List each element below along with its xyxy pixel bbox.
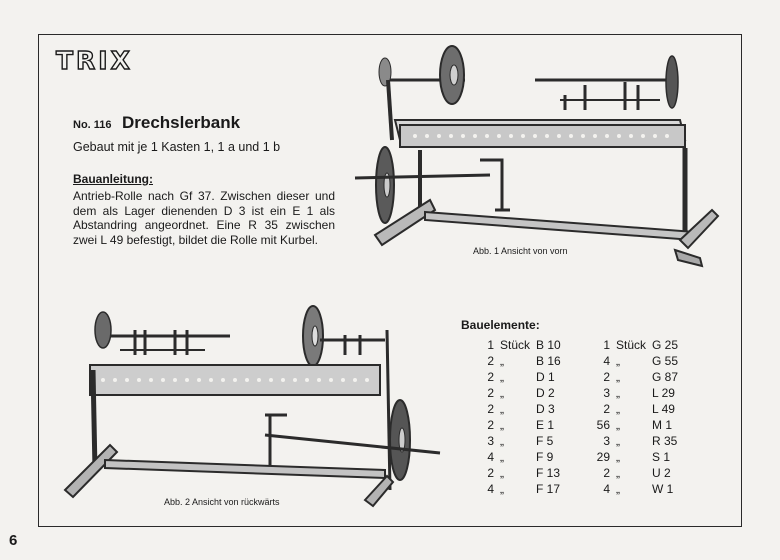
parts-cell-c2: U 2 [652, 466, 671, 480]
parts-row [464, 433, 696, 449]
parts-cell-c2: W 1 [652, 482, 674, 496]
model-subtitle: Gebaut mit je 1 Kasten 1, 1 a und 1 b [73, 140, 281, 154]
parts-cell-c2: R 35 [652, 434, 678, 448]
parts-cell-q1: 2 [487, 370, 494, 384]
parts-row [464, 369, 696, 385]
parts-cell-u1: „ [500, 418, 504, 432]
parts-cell-u1: Stück [500, 338, 531, 352]
parts-cell-u1: „ [500, 386, 504, 400]
parts-cell-c1: D 3 [536, 402, 555, 416]
parts-cell-c2: M 1 [652, 418, 673, 432]
parts-cell-q2: 4 [603, 354, 610, 368]
parts-cell-u2: „ [616, 370, 620, 384]
parts-cell-q2: 2 [603, 466, 610, 480]
parts-cell-q1: 2 [487, 466, 494, 480]
parts-cell-c1: D 2 [536, 386, 555, 400]
parts-row [464, 449, 696, 465]
model-name: Drechslerbank [121, 113, 241, 132]
parts-cell-u1: „ [500, 434, 504, 448]
figure-2-caption: Abb. 2 Ansicht von rückwärts [164, 497, 280, 507]
parts-cell-q2: 29 [596, 450, 610, 464]
parts-cell-c2: G 87 [652, 370, 679, 384]
parts-cell-c1: B 16 [536, 354, 561, 368]
parts-cell-c1: F 5 [536, 434, 554, 448]
parts-cell-u1: „ [500, 402, 504, 416]
parts-cell-q1: 2 [487, 418, 494, 432]
parts-cell-q2: 4 [603, 482, 610, 496]
parts-cell-q1: 2 [487, 386, 494, 400]
figure-1-front-view [340, 40, 740, 272]
parts-cell-c1: B 10 [536, 338, 561, 352]
parts-cell-q1: 1 [487, 338, 494, 352]
parts-cell-q2: 56 [596, 418, 610, 432]
parts-cell-u2: „ [616, 482, 620, 496]
trix-logo: TRIX [56, 46, 133, 75]
parts-cell-u2: „ [616, 434, 620, 448]
parts-cell-c1: F 9 [536, 450, 554, 464]
model-number: No. 116 [73, 119, 112, 131]
parts-cell-u2: „ [616, 354, 620, 368]
figure-2-rear-view [55, 300, 455, 518]
parts-cell-q1: 4 [487, 482, 494, 496]
parts-cell-c1: D 1 [536, 370, 555, 384]
parts-cell-u2: „ [616, 450, 620, 464]
instructions-text: Antrieb-Rolle nach Gf 37. Zwischen dieser und dem als Lager dienenden D 3 ist ein E 1 als Abstandring angeordnet. Eine R 35 zwischen zwei L 49 befestigt, bildet die Rolle mit Kurbel. [73, 189, 335, 247]
page-number: 6 [9, 532, 18, 549]
parts-cell-c1: E 1 [536, 418, 555, 432]
parts-cell-u2: „ [616, 466, 620, 480]
parts-cell-u2: „ [616, 402, 620, 416]
parts-cell-c2: L 29 [652, 386, 675, 400]
parts-cell-u1: „ [500, 370, 504, 384]
parts-row [464, 337, 696, 353]
model-title [73, 113, 240, 133]
parts-cell-q1: 3 [487, 434, 494, 448]
parts-row [464, 465, 696, 481]
parts-cell-q2: 1 [603, 338, 610, 352]
parts-cell-q1: 2 [487, 402, 494, 416]
parts-cell-c2: G 25 [652, 338, 679, 352]
parts-cell-q2: 3 [603, 434, 610, 448]
parts-row [464, 481, 696, 497]
parts-heading: Bauelemente: [461, 318, 540, 332]
parts-cell-u1: „ [500, 482, 504, 496]
parts-row [464, 353, 696, 369]
parts-cell-c2: L 49 [652, 402, 675, 416]
parts-cell-u1: „ [500, 450, 504, 464]
parts-cell-c2: G 55 [652, 354, 679, 368]
parts-cell-u2: „ [616, 418, 620, 432]
parts-cell-q2: 3 [603, 386, 610, 400]
parts-cell-q2: 2 [603, 402, 610, 416]
parts-cell-u1: „ [500, 466, 504, 480]
instructions-heading: Bauanleitung: [73, 172, 153, 186]
parts-cell-u2: Stück [616, 338, 647, 352]
parts-row [464, 417, 696, 433]
parts-row [464, 401, 696, 417]
parts-cell-q1: 2 [487, 354, 494, 368]
parts-cell-c2: S 1 [652, 450, 671, 464]
figure-1-caption: Abb. 1 Ansicht von vorn [473, 246, 568, 256]
parts-cell-c1: F 13 [536, 466, 561, 480]
parts-cell-c1: F 17 [536, 482, 561, 496]
parts-cell-q2: 2 [603, 370, 610, 384]
parts-table-body [464, 337, 696, 497]
parts-cell-u2: „ [616, 386, 620, 400]
parts-cell-q1: 4 [487, 450, 494, 464]
parts-table [464, 337, 696, 497]
parts-row [464, 385, 696, 401]
parts-cell-u1: „ [500, 354, 504, 368]
